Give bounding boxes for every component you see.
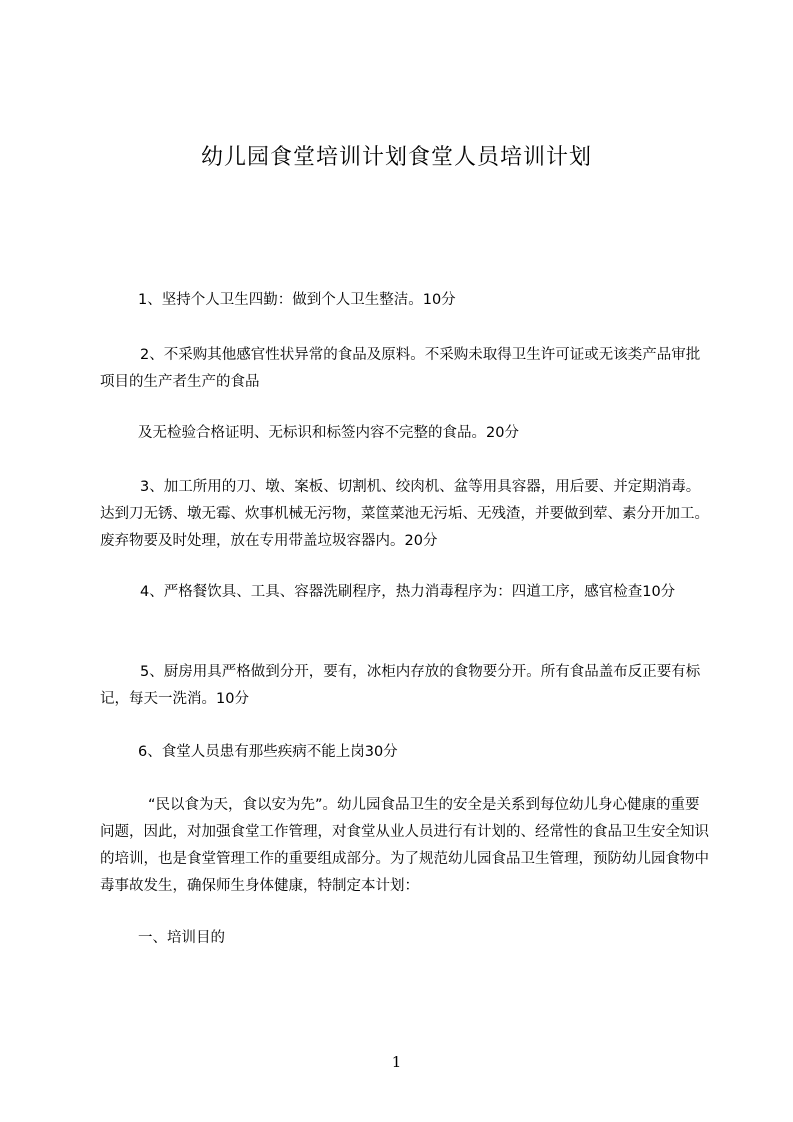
paragraph-item-5: 5、厨房用具严格做到分开，要有，冰柜内存放的食物要分开。所有食品盖布反正要有标记，每天一洗消。10分	[100, 664, 701, 707]
paragraph-item-6: 6、食堂人员患有那些疾病不能上岗30分	[138, 744, 398, 760]
paragraph-item-3: 3、加工所用的刀、墩、案板、切割机、绞肉机、盆等用具容器，用后要、并定期消毒。达到刀无锈、墩无霉、炊事机械无污物，菜筐菜池无污垢、无残渣，并要做到荤、素分开加工。废弃物要及时处理，放在专用带盖垃圾容器内。20分	[100, 479, 709, 549]
page-number: 1	[391, 1053, 402, 1071]
document-title: 幼儿园食堂培训计划食堂人员培训计划	[200, 145, 592, 170]
paragraph-introduction: “民以食为天，食以安为先”。幼儿园食品卫生的安全是关系到每位幼儿身心健康的重要问题，因此，对加强食堂工作管理，对食堂从业人员进行有计划的、经常性的食品卫生安全知识的培训，也是食堂管理工作的重要组成部分。为了规范幼儿园食品卫生管理，预防幼儿园食物中毒事故发生，确保师生身体健康，特制定本计划：	[100, 797, 709, 894]
section-heading-training-purpose: 一、培训目的	[138, 930, 225, 946]
paragraph-item-4: 4、严格餐饮具、工具、容器洗刷程序，热力消毒程序为：四道工序，感官检查10分	[140, 584, 676, 600]
paragraph-item-2-continued: 及无检验合格证明、无标识和标签内容不完整的食品。20分	[138, 425, 519, 441]
paragraph-item-1: 1、坚持个人卫生四勤：做到个人卫生整洁。10分	[138, 292, 456, 308]
paragraph-item-2: 2、不采购其他感官性状异常的食品及原料。不采购未取得卫生许可证或无该类产品审批项目的生产者生产的食品	[100, 347, 701, 390]
